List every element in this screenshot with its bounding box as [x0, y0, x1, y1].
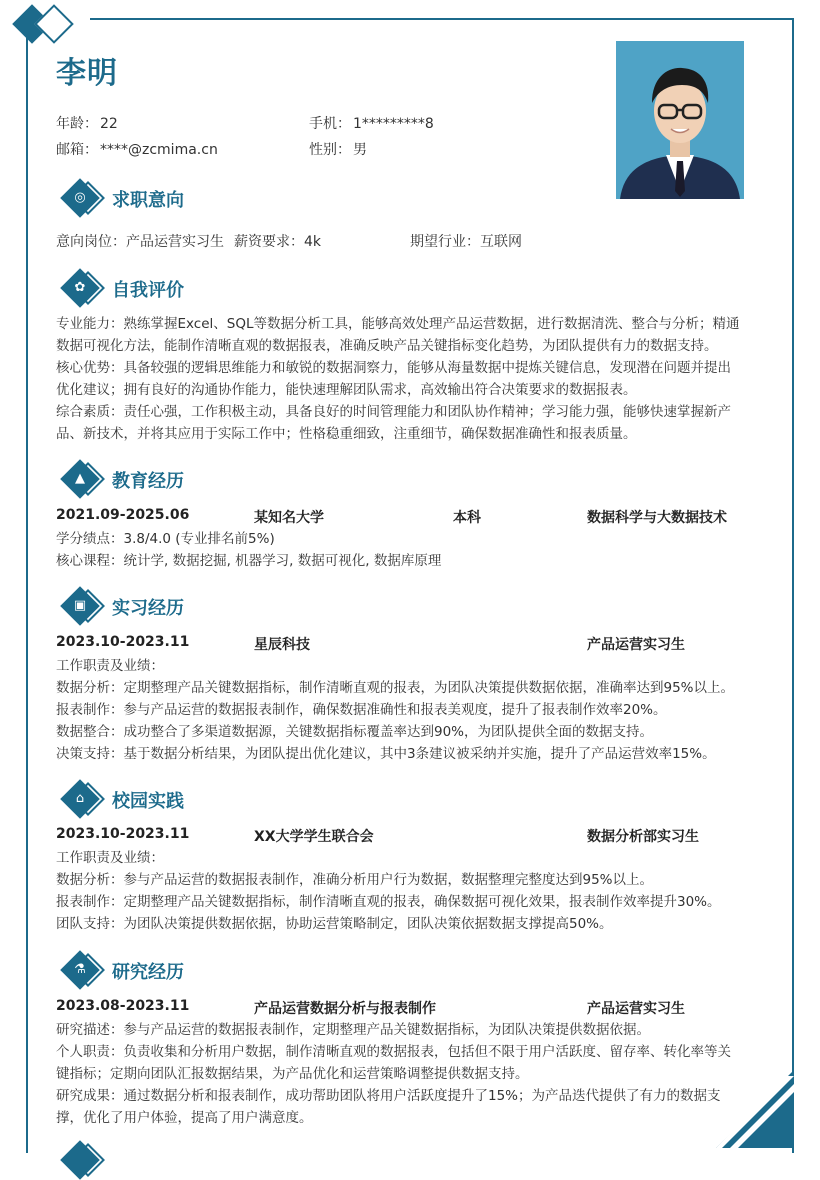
phone-label: 手机： [309, 116, 351, 132]
research-line: 撑，优化了用户体验，提高了用户满意度。 [56, 1110, 313, 1126]
gender-label: 性别： [309, 142, 351, 158]
education-line: 学分绩点：3.8/4.0 (专业排名前5%) [56, 531, 275, 547]
age-label: 年龄： [56, 116, 98, 132]
section-title: 校园实践 [112, 791, 184, 812]
self-eval-line: 数据可视化方法，能制作清晰直观的数据报表，准确反映产品关键指标变化趋势，为团队提供有力的数据支持。 [56, 338, 718, 354]
education-school: 某知名大学 [254, 510, 324, 526]
self-eval-line: 核心优势：具备较强的逻辑思维能力和敏锐的数据洞察力，能够从海量数据中提炼关键信息，发现潜在问题并提出 [56, 360, 731, 376]
research-line: 键指标；定期向团队汇报数据结果，为产品优化和运营策略调整提供数据支持。 [56, 1066, 529, 1082]
email-label: 邮箱： [56, 142, 98, 158]
self-eval-line: 优化建议；拥有良好的沟通协作能力，能快速理解团队需求，高效输出符合决策要求的数据报表。 [56, 382, 637, 398]
graduation-cap-icon: ▲ [75, 471, 85, 486]
self-eval-line: 品、新技术，并将其应用于实际工作中；性格稳重细致，注重细节，确保数据准确性和报表质量。 [56, 426, 637, 442]
self-eval-line: 专业能力：熟练掌握Excel、SQL等数据分析工具，能够高效处理产品运营数据，进行数据清洗、整合与分析；精通 [56, 316, 740, 332]
internship-line: 决策支持：基于数据分析结果，为团队提出优化建议，其中3条建议被采纳并实施，提升了产品运营效率15%。 [56, 746, 716, 762]
self-eval-line: 综合素质：责任心强，工作积极主动，具备良好的时间管理能力和团队协作精神；学习能力强，能够快速掌握新产 [56, 404, 731, 420]
education-degree: 本科 [453, 510, 481, 526]
target-icon: ◎ [74, 190, 86, 205]
internship-role: 产品运营实习生 [587, 637, 685, 653]
research-line: 研究成果：通过数据分析和报表制作，成功帮助团队将用户活跃度提升了15%；为产品迭代提供了有力的数据支 [56, 1088, 721, 1104]
campus-role: 数据分析部实习生 [587, 829, 699, 845]
campus-org: XX大学学生联合会 [254, 829, 374, 845]
research-line: 个人职责：负责收集和分析用户数据，制作清晰直观的数据报表，包括但不限于用户活跃度、留存率、转化率等关 [56, 1044, 731, 1060]
internship-org: 星辰科技 [254, 637, 310, 653]
age-row [56, 113, 118, 133]
section-title: 自我评价 [112, 280, 184, 301]
campus-line: 工作职责及业绩： [56, 850, 164, 866]
internship-line: 工作职责及业绩： [56, 658, 164, 674]
education-line: 核心课程：统计学, 数据挖掘, 机器学习, 数据可视化, 数据库原理 [56, 553, 442, 569]
research-date: 2023.08-2023.11 [56, 998, 190, 1014]
age-value: 22 [100, 116, 118, 132]
briefcase-icon: ▣ [73, 598, 87, 613]
building-icon: ⌂ [75, 791, 85, 806]
phone-row [309, 113, 434, 133]
campus-date: 2023.10-2023.11 [56, 826, 190, 842]
gender-value: 男 [353, 142, 367, 158]
email-row [56, 139, 218, 159]
education-date: 2021.09-2025.06 [56, 507, 190, 523]
research-org: 产品运营数据分析与报表制作 [254, 1001, 436, 1017]
section-title: 研究经历 [112, 962, 184, 983]
person-portrait-icon [616, 41, 744, 199]
campus-line: 报表制作：定期整理产品关键数据指标，制作清晰直观的报表，确保数据可视化效果，报表制作效率提升30%。 [56, 894, 721, 910]
section-title: 实习经历 [112, 598, 184, 619]
email-value: ****@zcmima.cn [100, 142, 218, 158]
internship-line: 报表制作：参与产品运营的数据报表制作，确保数据准确性和报表美观度，提升了报表制作效率20%。 [56, 702, 667, 718]
research-line: 研究描述：参与产品运营的数据报表制作，定期整理产品关键数据指标，为团队决策提供数据依据。 [56, 1022, 650, 1038]
section-title: 求职意向 [112, 190, 184, 211]
campus-line: 数据分析：参与产品运营的数据报表制作，准确分析用户行为数据，数据整理完整度达到95%以上。 [56, 872, 654, 888]
intent-position: 意向岗位：产品运营实习生 [56, 234, 224, 250]
phone-value: 1*********8 [353, 116, 434, 132]
campus-line: 团队支持：为团队决策提供数据依据，协助运营策略制定，团队决策依据数据支撑提高50%。 [56, 916, 613, 932]
intent-industry: 期望行业：互联网 [410, 234, 522, 250]
flask-icon: ⚗ [74, 962, 86, 977]
internship-line: 数据分析：定期整理产品关键数据指标，制作清晰直观的报表，为团队决策提供数据依据，准确率达到95%以上。 [56, 680, 735, 696]
internship-line: 数据整合：成功整合了多渠道数据源，关键数据指标覆盖率达到90%，为团队提供全面的数据支持。 [56, 724, 654, 740]
gender-row [309, 139, 367, 159]
lightbulb-icon: ✿ [74, 280, 86, 295]
intent-salary: 薪资要求：4k [234, 234, 322, 250]
research-role: 产品运营实习生 [587, 1001, 685, 1017]
education-major: 数据科学与大数据技术 [587, 510, 727, 526]
profile-photo [616, 41, 744, 199]
section-title: 教育经历 [112, 471, 184, 492]
candidate-name: 李明 [56, 56, 118, 91]
internship-date: 2023.10-2023.11 [56, 634, 190, 650]
